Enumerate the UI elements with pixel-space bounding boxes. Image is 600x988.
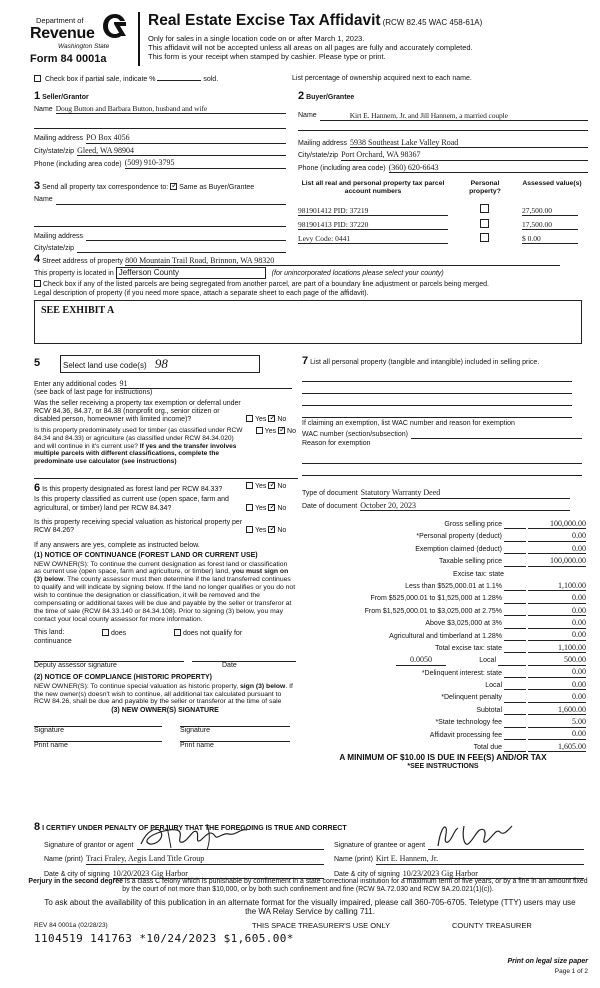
section3-number: 3 (34, 180, 41, 192)
does-not-qualify-checkbox[interactable] (174, 629, 181, 636)
dept-line1: Department of (36, 16, 84, 25)
county-treasurer-label: COUNTY TREASURER (452, 921, 532, 930)
form-title: Real Estate Excise Tax Affidavit (148, 12, 381, 29)
section4-number: 4 (34, 253, 41, 265)
parcel-number-field[interactable]: Levy Code: 0441 (298, 234, 448, 244)
dor-logo (22, 10, 134, 66)
accessibility-notice: To ask about the availability of this publication in an alternate format for the visually impaired, please call 360-705-6705. Teletype (TTY) users may use the WA Relay Service by calling 711. (44, 898, 576, 917)
cashier-stamp: 1104519 141763 *10/24/2023 $1,605.00* (34, 932, 294, 945)
tax-calculation (300, 517, 586, 772)
does-not-qualify-label: does not qualify for (183, 630, 243, 638)
tax-row-value[interactable]: 0.00 (528, 680, 586, 691)
forest-yes-checkbox[interactable] (246, 482, 253, 489)
timber-yes-checkbox[interactable] (256, 427, 263, 434)
seller-name-field[interactable]: Doug Button and Barbara Button, husband and wife (56, 104, 286, 114)
legal-description-label: Legal description of property (if you need more space, attach a separate sheet to each page of the affidavit). (34, 290, 369, 298)
tax-row-value[interactable]: 1,605.00 (528, 742, 586, 753)
tax-row (300, 529, 586, 541)
parcel-col-header: List all real and personal property tax parcel account numbers (301, 180, 445, 196)
open-space-no-checkbox[interactable] (268, 504, 275, 511)
grantor-name-field[interactable]: Traci Fraley, Aegis Land Title Group (86, 854, 324, 865)
header-line2: This affidavit will not be accepted unless all areas on all pages are fully and accurately completed. (148, 42, 473, 52)
owner1-signature-label: Signature (34, 726, 64, 734)
tax-row-value[interactable]: 1,100.00 (528, 581, 586, 592)
assessed-col-header: Assessed value(s) (522, 180, 582, 187)
seller-phone-field[interactable]: (509) 910-3795 (125, 158, 286, 169)
buyer-section-number: 2 (298, 90, 305, 102)
page-number: Page 1 of 2 (554, 968, 588, 975)
tax-row (300, 542, 586, 554)
buyer-section (298, 90, 588, 173)
tax-row-value[interactable]: 0.00 (528, 606, 586, 617)
reason-line1[interactable] (302, 456, 582, 464)
certify-statement: I CERTIFY UNDER PENALTY OF PERJURY THAT THE FOREGOING IS TRUE AND CORRECT (42, 825, 347, 832)
seller-mailing-field[interactable]: PO Box 4056 (86, 133, 286, 144)
see-instructions-note: *SEE INSTRUCTIONS (407, 763, 479, 771)
section5-divider (34, 478, 298, 479)
tax-row-value[interactable]: 0.00 (528, 630, 586, 641)
header-divider (138, 12, 140, 66)
same-as-buyer-label: Same as Buyer/Grantee (179, 184, 255, 191)
buyer-mailing-field[interactable]: 5938 Southeast Lake Valley Road (350, 138, 588, 149)
tax-row (300, 715, 586, 727)
tax-row-value[interactable]: 1,600.00 (528, 705, 586, 716)
tax-row (300, 579, 586, 591)
tax-row (300, 740, 586, 752)
section3-name-line2[interactable] (34, 205, 286, 227)
forest-question: Is this property designated as forest land per RCW 84.33? (42, 486, 223, 493)
tax-row (300, 591, 586, 603)
partial-sale-checkbox[interactable] (34, 75, 41, 82)
buyer-phone-field[interactable]: (360) 620-6643 (389, 163, 588, 174)
tax-row-label: *Delinquent penalty (441, 694, 502, 702)
continuance-label: continuance (34, 638, 72, 646)
owner1-print-label: Print name (34, 742, 68, 750)
tax-row-value[interactable]: 0.00 (528, 667, 586, 678)
county-note: (for unincorporated locations please select your county) (271, 270, 444, 278)
buyer-city-field[interactable]: Port Orchard, WA 98367 (341, 150, 588, 161)
personal-property-checkbox[interactable] (480, 219, 489, 228)
tax-row-label: Agricultural and timberland at 1.28% (389, 632, 502, 640)
tax-row-label: Total excise tax: state (435, 644, 502, 652)
tax-row (300, 666, 586, 678)
local-tax-label: Local (479, 657, 496, 665)
section7-number: 7 (302, 355, 309, 367)
dept-line2: Revenue (30, 25, 95, 42)
historic-yes-checkbox[interactable] (246, 526, 253, 533)
grantee-signature-label: Signature of grantee or agent (334, 841, 426, 849)
tax-row (300, 641, 586, 653)
section3-city-label: City/state/zip (34, 244, 75, 252)
qualifies-label: does (111, 630, 127, 638)
owner2-print-label: Print name (180, 742, 214, 750)
street-address-field[interactable]: 800 Mountain Trail Road, Brinnon, WA 98320 (125, 256, 560, 267)
section3-name-field[interactable] (56, 197, 286, 205)
parcel-number-field[interactable]: 981901413 PID: 37220 (298, 220, 448, 230)
tax-row (300, 554, 586, 566)
assessed-value-field[interactable]: 17,500.00 (522, 220, 578, 230)
tax-row (300, 678, 586, 690)
seller-section (34, 90, 286, 169)
section8-number: 8 (34, 821, 41, 833)
legal-description-box[interactable] (34, 300, 582, 344)
header-line1: Only for sales in a single location code on or after March 1, 2023. (148, 33, 365, 43)
legal-description-text: SEE EXHIBIT A (41, 304, 115, 316)
timber-question: Is this property predominately used for timber (as classified under RCW 84.34 and 84.33) or agriculture (as classified under RCW 84.34.020) and will continue in it's current use? If yes and the transfer involves multiple parcels with different classifications, complete the predominate use calculator (see instructions) (34, 426, 243, 466)
rcw-reference: (RCW 82.45 WAC 458-61A) (382, 18, 483, 27)
revenue-swoosh-icon (102, 12, 128, 40)
legal-size-note: Print on legal size paper (507, 958, 588, 965)
tax-row-value[interactable]: 1,100.00 (528, 643, 586, 654)
tax-row (300, 629, 586, 641)
tax-row-value[interactable]: 0.00 (528, 531, 586, 542)
if-yes-note: If any answers are yes, complete as instructed below. (34, 541, 200, 549)
tax-row-value[interactable]: 5.00 (528, 717, 586, 728)
seller-city-field[interactable]: Gleed, WA 98904 (77, 146, 286, 157)
open-space-no-label: No (277, 504, 287, 512)
partial-sale-sold-label: sold. (203, 76, 219, 83)
open-space-yes-label: Yes (255, 504, 267, 512)
property-location-section (34, 253, 590, 344)
exemption-yes-checkbox[interactable] (246, 415, 253, 422)
street-label: Street address of property (42, 257, 124, 265)
this-land-label: This land: (34, 629, 65, 637)
segregation-checkbox[interactable] (34, 280, 41, 287)
tax-row-label: Above $3,025,000 at 3% (425, 620, 502, 628)
tax-row-label: Affidavit processing fee (429, 731, 502, 739)
buyer-heading: Buyer/Grantee (306, 94, 355, 101)
tax-row-label: Excise tax: state (453, 570, 504, 578)
parcel-number-field[interactable]: 981901412 PID: 37219 (298, 206, 448, 216)
tax-row (300, 690, 586, 702)
land-use-select[interactable] (60, 355, 260, 373)
grantor-date-label: Date & city of signing (44, 870, 110, 878)
deputy-date-label: Date (222, 661, 237, 669)
seller-name-line2[interactable] (34, 114, 286, 129)
local-tax-rate[interactable]: 0.0050 (396, 655, 446, 666)
new-owner-signature-heading: (3) NEW OWNER(S) SIGNATURE (111, 707, 219, 715)
parcel-row (298, 219, 588, 230)
treasurer-use-label: THIS SPACE TREASURER'S USE ONLY (252, 921, 391, 930)
historic-no-label: No (277, 527, 287, 535)
buyer-name-line2[interactable] (298, 121, 588, 131)
partial-sale-label: Check box if partial sale, indicate % (44, 76, 156, 83)
forest-yes-label: Yes (255, 483, 267, 490)
grantee-name-field[interactable]: Kirt E. Hannem, Jr. (376, 854, 584, 865)
section3-label: Send all property tax correspondence to: (42, 184, 169, 191)
partial-sale-row (34, 75, 218, 84)
personal-property-checkbox[interactable] (480, 204, 489, 213)
county-select[interactable]: Jefferson County (116, 267, 266, 279)
tax-row-label: Exemption claimed (deduct) (415, 545, 502, 553)
tax-row-label: From $525,000.01 to $1,525,000 at 1.28% (370, 595, 502, 603)
tax-row-label: Taxable selling price (438, 558, 502, 566)
same-as-buyer-checkbox[interactable] (170, 183, 177, 190)
section3-name-label: Name (34, 196, 53, 204)
section3-mailing-field[interactable] (86, 233, 286, 241)
tax-correspondence-section (34, 180, 286, 253)
section3-mailing-label: Mailing address (34, 232, 84, 240)
certification-section (34, 821, 590, 879)
notice1-title: (1) NOTICE OF CONTINUANCE (FOREST LAND OR CURRENT USE) (34, 552, 258, 560)
document-info (302, 488, 590, 511)
current-use-section (34, 482, 296, 751)
grantor-signature-field[interactable] (137, 838, 324, 850)
grantee-name-label: Name (print) (334, 856, 373, 864)
exemption-no-label: No (277, 416, 287, 424)
tax-row-label: *State technology fee (435, 719, 502, 727)
parcel-row (298, 204, 588, 215)
grantee-date-field[interactable]: 10/23/2023 Gig Harbor (403, 869, 584, 880)
grantee-signature-field[interactable] (428, 838, 584, 850)
buyer-phone-label: Phone (including area code) (298, 164, 386, 172)
form-title-block (148, 12, 588, 61)
timber-yes-label: Yes (264, 427, 277, 435)
tax-row-label: Gross selling price (444, 521, 502, 528)
personal-property-checkbox[interactable] (480, 233, 489, 242)
personal-property-section (302, 355, 590, 476)
forest-no-label: No (277, 483, 287, 490)
section6-number: 6 (34, 482, 41, 494)
tax-row-label: From $1,525,000.01 to $3,025,000 at 2.75% (364, 607, 502, 615)
land-use-code: 98 (154, 356, 168, 371)
assessed-value-field[interactable]: $ 0.00 (522, 234, 578, 244)
seller-city-label: City/state/zip (34, 147, 75, 155)
historic-no-checkbox[interactable] (268, 526, 275, 533)
local-tax-value[interactable]: 500.00 (528, 655, 586, 666)
seller-heading: Seller/Grantor (42, 94, 89, 101)
grantor-signature-label: Signature of grantor or agent (44, 841, 134, 849)
seller-name-label: Name (34, 105, 53, 113)
reason-exemption-label: Reason for exemption (302, 439, 371, 447)
assessed-value-field[interactable]: 27,500.00 (522, 206, 578, 216)
revision-label: REV 84 0001a (02/28/23) (34, 922, 108, 929)
forest-no-checkbox[interactable] (268, 482, 275, 489)
seller-mailing-label: Mailing address (34, 135, 84, 143)
land-use-label: Select land use code(s) (63, 361, 147, 370)
exemption-question: Was the seller receiving a property tax exemption or deferral under RCW 84.36, 84.37, or 84.38 (nonprofit org., senior citizen or disabled person, homeowner with limited income)? (34, 399, 241, 424)
header-line3: This form is your receipt when stamped by cashier. Please type or print. (148, 51, 386, 61)
seller-phone-label: Phone (including area code) (34, 160, 122, 168)
tax-row-value[interactable]: 100,000.00 (528, 556, 586, 567)
tax-row-label: Local (485, 682, 502, 690)
document-date-label: Date of document (302, 502, 358, 510)
personal-property-line4[interactable] (302, 410, 572, 418)
timber-no-checkbox[interactable] (278, 427, 285, 434)
land-use-section (34, 355, 296, 466)
notice2-title: (2) NOTICE OF COMPLIANCE (HISTORIC PROPERTY) (34, 674, 212, 682)
grantor-signature-icon (137, 822, 267, 852)
notice2-body: NEW OWNER(S): To continue special valuation as historic property, sign (3) below. If the new owner(s) doesn't wish to continue, all additional tax calculated pursuant to RCW 84.26, shall be due and payable by the seller or transferor at the time of sale (34, 682, 293, 706)
perjury-notice: Perjury in the second degree is a class C felony which is punishable by confinement in a state correctional institution for a maximum term of five years, or by a fine in an amount fixed by the court of not more than $10,000, or by both such confinement and fine (RCW 9A.72.030 and RCW 9A.20.021(1)(c)). (28, 878, 588, 893)
additional-codes-label: Enter any additional codes (34, 380, 117, 388)
deputy-signature-label: Deputy assessor signature (34, 661, 117, 669)
wac-number-label: WAC number (section/subsection) (302, 430, 408, 438)
tax-row (300, 604, 586, 616)
qualifies-checkbox[interactable] (102, 629, 109, 636)
section5-number: 5 (34, 357, 41, 370)
tax-row-label: *Personal property (deduct) (416, 533, 502, 541)
tax-row (300, 517, 586, 529)
notice1-body: NEW OWNER(S): To continue the current designation as forest land or classification as current use (open space, farm and agriculture, or timber) land, you must sign on (3) below. The county assessor must then determine if the land transferred continues to qualify and will indicate by signing below. If the land no longer qualifies or you do not wish to continue the designation or classification, it will be removed and the compensating or additional taxes will be due and payable by the seller or transferor at the time of sale (RCW 84.33.140 or 84.34.108). Prior to signing (3) below, you may contact your local county assessor for more information. (34, 560, 296, 624)
ownership-note: List percentage of ownership acquired next to each name. (292, 75, 472, 82)
tax-row-value[interactable]: 100,000.00 (528, 519, 586, 530)
document-type-field[interactable]: Statutory Warranty Deed (361, 488, 570, 499)
claim-exemption-label: If claiming an exemption, list WAC number and reason for exemption (302, 420, 515, 428)
tax-row (300, 567, 586, 579)
personal-property-line3[interactable] (302, 398, 572, 406)
partial-sale-percent-field[interactable] (157, 80, 201, 81)
document-date-field[interactable]: October 20, 2023 (360, 501, 570, 512)
historic-yes-label: Yes (255, 527, 267, 535)
wac-number-field[interactable] (411, 432, 582, 439)
buyer-city-label: City/state/zip (298, 152, 339, 160)
exemption-no-checkbox[interactable] (268, 415, 275, 422)
tax-row-label: Less than $525,000.01 at 1.1% (405, 582, 502, 590)
buyer-name-field[interactable]: Kirt E. Hannem, Jr. and Jill Hannem, a married couple (320, 111, 588, 121)
exemption-yes-label: Yes (255, 416, 267, 424)
located-in-label: This property is located in (34, 270, 114, 278)
tax-row-value[interactable]: 0.00 (528, 618, 586, 629)
minimum-due-note: A MINIMUM OF $10.00 IS DUE IN FEE(S) AND/OR TAX (339, 753, 547, 763)
open-space-yes-checkbox[interactable] (246, 504, 253, 511)
personal-property-line2[interactable] (302, 386, 572, 394)
tax-row-label: *Delinquent interest: state (421, 669, 502, 677)
reason-line2[interactable] (302, 468, 582, 476)
tax-row (300, 703, 586, 715)
segregation-label: Check box if any of the listed parcels are being segregated from another parcel, are part of a boundary line adjustment or parcels being merged. (43, 280, 489, 288)
see-back-note: (see back of last page for instructions) (34, 389, 153, 397)
tax-row-value[interactable]: 0.00 (528, 729, 586, 740)
owner2-signature-label: Signature (180, 726, 210, 734)
parcel-row (298, 233, 588, 244)
tax-row (300, 728, 586, 740)
form-number: Form 84 0001a (30, 53, 107, 65)
seller-section-number: 1 (34, 90, 41, 102)
grantee-date-label: Date & city of signing (334, 870, 400, 878)
personal-col-header: Personal property? (469, 180, 501, 196)
personal-property-label: List all personal property (tangible and intangible) included in selling price. (310, 359, 540, 366)
parcel-table (298, 180, 588, 244)
tax-row-value[interactable]: 0.00 (528, 544, 586, 555)
document-type-label: Type of document (302, 490, 358, 498)
tax-row-value[interactable]: 0.00 (528, 692, 586, 703)
tax-row (300, 616, 586, 628)
historic-question: Is this property receiving special valuation as historical property per RCW 84.26? (34, 518, 243, 535)
grantee-signature-icon (434, 820, 514, 852)
buyer-mailing-label: Mailing address (298, 139, 348, 147)
personal-property-line1[interactable] (302, 374, 572, 382)
local-tax-row (300, 653, 586, 665)
dept-line3: Washington State (58, 43, 110, 50)
grantor-name-label: Name (print) (44, 856, 83, 864)
tax-row-label: Subtotal (476, 706, 502, 714)
buyer-name-label: Name (298, 112, 317, 120)
additional-codes-field[interactable]: 91 (120, 379, 293, 390)
grantor-date-field[interactable]: 10/20/2023 Gig Harbor (113, 869, 324, 880)
open-space-question: Is this property classified as current use (open space, farm and agricultural, or timber) land per RCW 84.34? (34, 496, 229, 512)
timber-no-label: No (287, 427, 296, 435)
tax-row-value[interactable]: 0.00 (528, 593, 586, 604)
tax-row-label: Total due (473, 744, 502, 752)
